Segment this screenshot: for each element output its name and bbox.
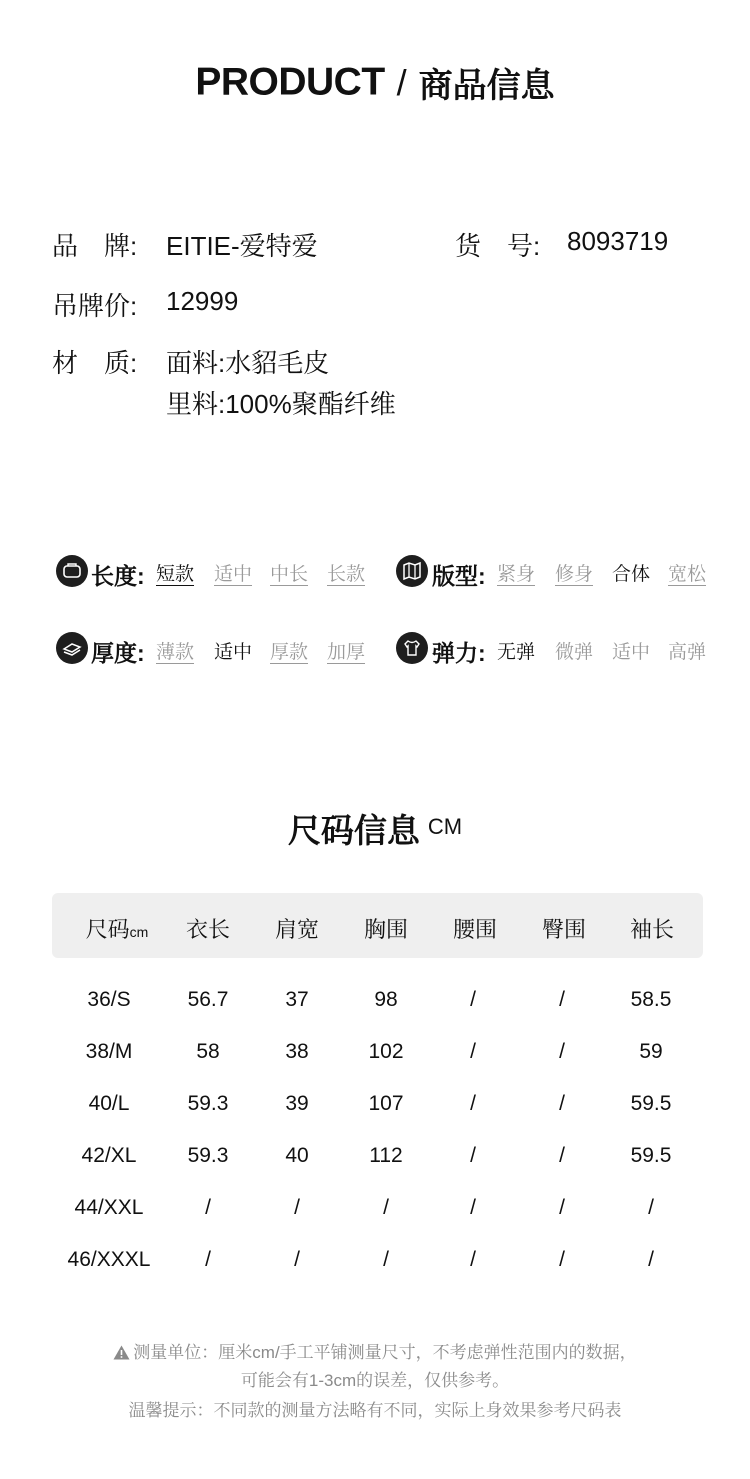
title-slash: /: [396, 61, 407, 103]
elasticity-option-slight: 微弹: [555, 642, 594, 663]
header-size: [72, 913, 162, 944]
table-cell: 40/L: [88, 1092, 130, 1115]
page-title-cn: 商品信息: [418, 67, 555, 105]
table-cell: 36/S: [87, 988, 131, 1011]
table-cell: /: [470, 988, 476, 1011]
brand-label: 品 牌:: [52, 231, 138, 261]
table-cell: 112: [369, 1144, 403, 1167]
price-label: 吊牌价:: [52, 291, 138, 321]
table-cell: /: [559, 1144, 565, 1167]
table-cell: /: [470, 1144, 476, 1167]
table-cell: 44/XXL: [74, 1196, 144, 1219]
material-outer: 面料:水貂毛皮: [166, 348, 330, 378]
length-option-short: 短款: [156, 564, 195, 585]
size-info-title-text: 尺码信息: [287, 812, 420, 849]
material-lining: 里料:100%聚酯纤维: [166, 389, 396, 419]
table-cell: /: [294, 1196, 300, 1219]
table-cell: 56.7: [187, 988, 229, 1011]
table-cell: /: [470, 1248, 476, 1271]
header-waist: 腰围: [452, 917, 497, 942]
bag-icon: [56, 555, 88, 587]
thickness-option-thick: 厚款: [270, 642, 309, 663]
shirt-icon: [396, 632, 428, 664]
table-cell: /: [559, 1196, 565, 1219]
table-cell: /: [470, 1196, 476, 1219]
table-cell: /: [205, 1196, 211, 1219]
brand-value: EITIE-爱特爱: [166, 231, 318, 261]
header-size-label: 尺码: [85, 917, 130, 942]
thickness-option-medium: 适中: [214, 642, 253, 663]
page-title: [0, 58, 750, 107]
table-cell: /: [205, 1248, 211, 1271]
table-cell: 59.5: [630, 1092, 672, 1115]
table-cell: /: [559, 1248, 565, 1271]
header-size-unit: cm: [129, 924, 149, 940]
table-cell: /: [559, 1092, 565, 1115]
elasticity-label: 弹力:: [432, 640, 486, 666]
fit-option-regular: 合体: [612, 564, 651, 585]
table-cell: /: [294, 1248, 300, 1271]
folded-map-icon: [396, 555, 428, 587]
table-cell: /: [559, 988, 565, 1011]
table-cell: 38/M: [85, 1040, 133, 1063]
length-label: 长度:: [91, 563, 145, 589]
measurement-note: [0, 1338, 750, 1363]
thickness-option-thin: 薄款: [156, 642, 195, 663]
material-label: 材 质:: [52, 348, 138, 378]
table-cell: 39: [285, 1092, 309, 1115]
tip-note: 温馨提示：不同款的测量方法略有不同，实际上身效果参考尺码表: [128, 1401, 622, 1420]
header-length: 衣长: [185, 917, 230, 942]
table-cell: /: [648, 1248, 654, 1271]
table-cell: /: [470, 1040, 476, 1063]
header-hip: 臀围: [541, 917, 586, 942]
table-cell: /: [383, 1248, 389, 1271]
sku-value: 8093719: [567, 226, 669, 256]
table-cell: /: [470, 1092, 476, 1115]
table-cell: 58: [196, 1040, 220, 1063]
fit-label: 版型:: [432, 563, 486, 589]
price-value: 12999: [166, 286, 239, 316]
table-cell: 58.5: [630, 988, 672, 1011]
table-cell: /: [559, 1040, 565, 1063]
header-chest: 胸围: [363, 917, 408, 942]
table-cell: 59: [639, 1040, 663, 1063]
fit-option-slim: 修身: [555, 564, 594, 585]
thickness-label: 厚度:: [91, 640, 145, 666]
table-cell: 59.5: [630, 1144, 672, 1167]
header-shoulder: 肩宽: [274, 917, 319, 942]
error-note: 可能会有1-3cm的误差，仅供参考。: [240, 1371, 510, 1390]
table-cell: 38: [285, 1040, 309, 1063]
table-cell: 98: [374, 988, 398, 1011]
table-cell: 107: [368, 1092, 404, 1115]
table-cell: 40: [285, 1144, 309, 1167]
length-option-midlong: 中长: [270, 564, 309, 585]
table-cell: 59.3: [187, 1092, 229, 1115]
elasticity-option-medium: 适中: [612, 642, 651, 663]
table-cell: 37: [285, 988, 309, 1011]
sku-label: 货 号:: [455, 231, 541, 261]
size-info-unit: CM: [427, 814, 463, 839]
table-cell: 59.3: [187, 1144, 229, 1167]
warning-icon: [113, 1345, 130, 1360]
table-cell: 46/XXXL: [67, 1248, 151, 1271]
elasticity-option-high: 高弹: [668, 642, 707, 663]
table-cell: 42/XL: [81, 1144, 137, 1167]
measurement-note-text: 测量单位：厘米cm/手工平铺测量尺寸，不考虑弹性范围内的数据，: [133, 1343, 637, 1362]
page-title-en: PRODUCT: [195, 60, 385, 104]
length-option-medium: 适中: [214, 564, 253, 585]
table-cell: 102: [368, 1040, 404, 1063]
layers-icon: [56, 632, 88, 664]
thickness-option-extra-thick: 加厚: [327, 642, 366, 663]
elasticity-option-none: 无弹: [497, 642, 536, 663]
header-sleeve: 袖长: [629, 917, 674, 942]
fit-option-tight: 紧身: [497, 564, 536, 585]
length-option-long: 长款: [327, 564, 366, 585]
fit-option-loose: 宽松: [668, 564, 707, 585]
size-info-title: [0, 805, 750, 852]
table-cell: /: [383, 1196, 389, 1219]
table-cell: /: [648, 1196, 654, 1219]
